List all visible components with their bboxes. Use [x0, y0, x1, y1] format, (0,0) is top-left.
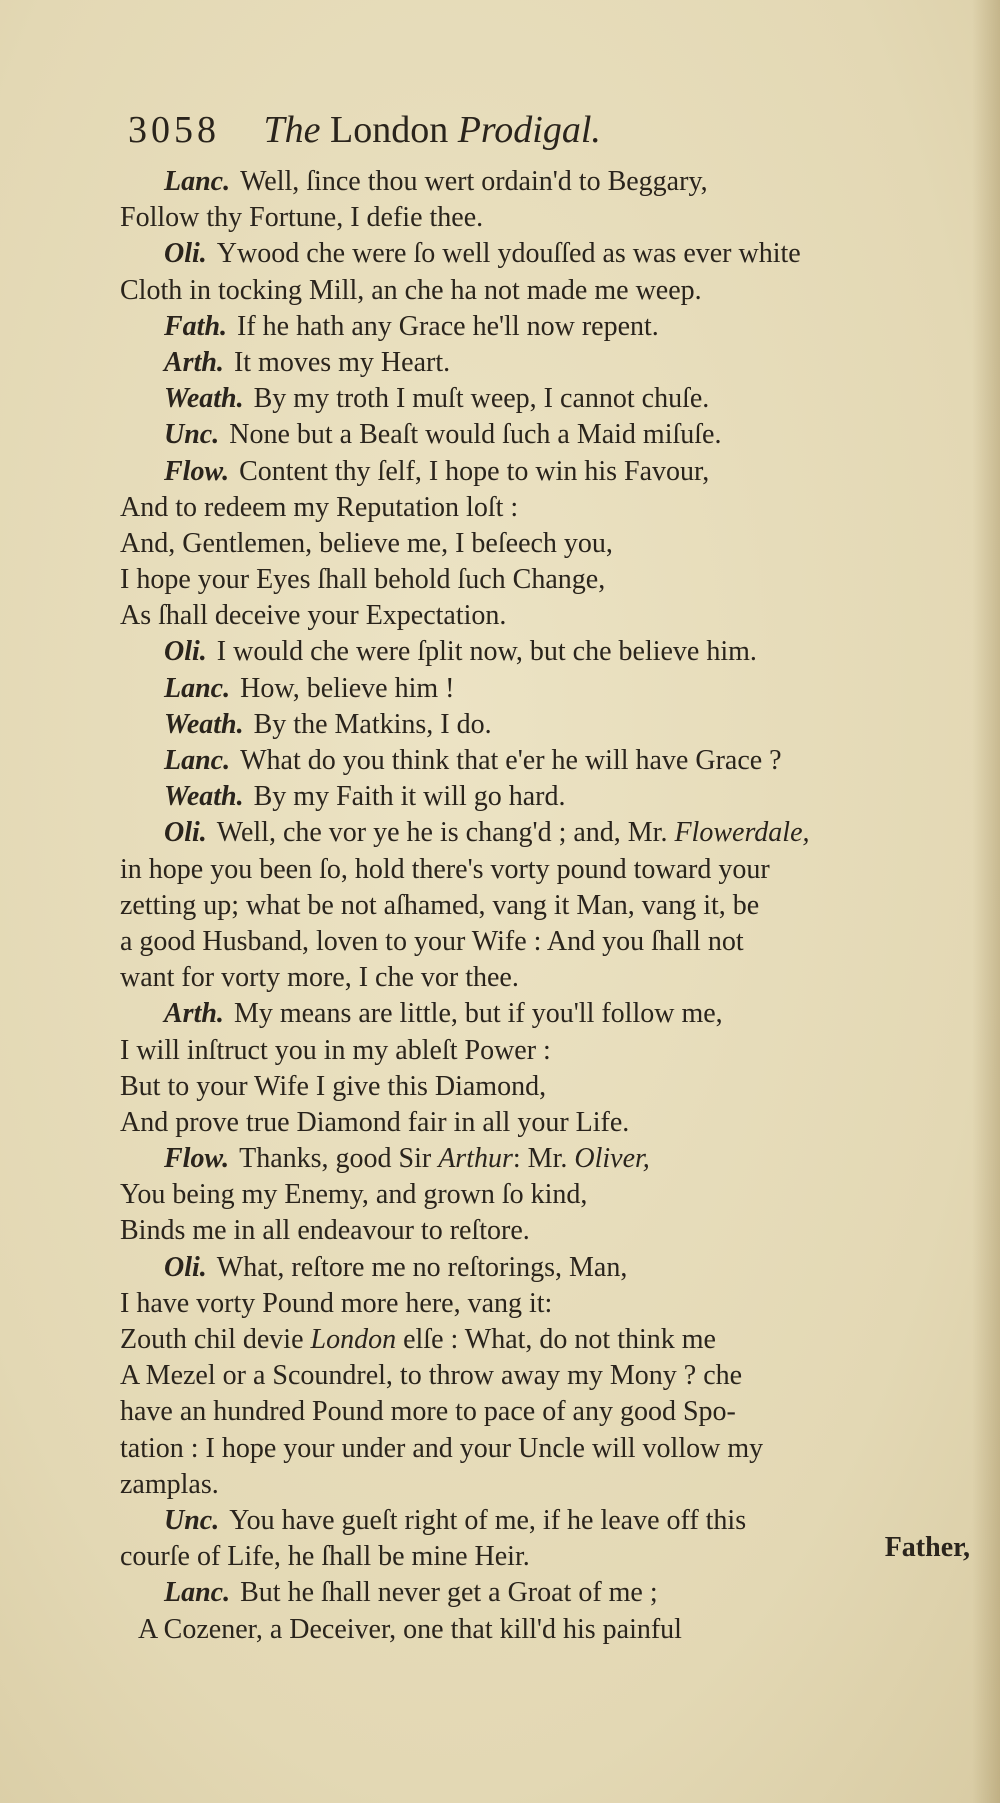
speaker-name: Arth.	[164, 346, 224, 378]
speech-text: Thanks, good Sir	[239, 1143, 432, 1175]
text-line	[120, 273, 980, 309]
text-line	[120, 562, 980, 598]
speech-text: And, Gentlemen, believe me, I beſeech you,	[120, 527, 613, 559]
text-line	[120, 381, 980, 417]
text-line	[120, 1394, 980, 1430]
speech-text: want for vorty more, I che vor thee.	[120, 962, 519, 994]
text-line	[120, 888, 980, 924]
speaker-name: Lanc.	[164, 672, 231, 704]
proper-name: Arthur	[438, 1143, 513, 1175]
speaker-name: Arth.	[164, 998, 224, 1030]
text-line	[120, 1286, 980, 1322]
speech-text: tation : I hope your under and your Uncle will vollow my	[120, 1432, 764, 1464]
speech-text: You have gueſt right of me, if he leave off this	[229, 1504, 747, 1536]
text-line	[120, 598, 980, 634]
text-line	[120, 490, 980, 526]
speech-text: Cloth in tocking Mill, an che ha not made me weep.	[120, 274, 702, 306]
text-line	[120, 309, 980, 345]
speaker-name: Weath.	[164, 708, 244, 740]
speech-text: If he hath any Grace he'll now repent.	[237, 310, 659, 342]
speaker-name: Oli.	[164, 1251, 207, 1283]
speech-text: As ſhall deceive your Expectation.	[120, 600, 507, 632]
speech-text: Ywood che were ſo well ydouſſed as was ever white	[216, 238, 801, 270]
speech-text: elſe : What, do not think me	[403, 1324, 716, 1355]
text-line	[120, 1177, 980, 1213]
speaker-name: Lanc.	[164, 166, 231, 197]
text-line	[120, 236, 980, 272]
text-line	[120, 417, 980, 453]
speech-text: in hope you been ſo, hold there's vorty pound toward your	[120, 853, 770, 885]
speech-text: I have vorty Pound more here, vang it:	[120, 1287, 553, 1319]
text-line	[120, 526, 980, 562]
speech-text: I would che were ſplit now, but che believe him.	[216, 636, 757, 668]
speaker-name: Flow.	[164, 455, 230, 487]
speaker-name: Oli.	[164, 636, 207, 668]
speech-text: Well, ſince thou wert ordain'd to Beggary,	[240, 166, 708, 197]
text-line	[120, 1250, 980, 1286]
text-line	[120, 707, 980, 743]
speech-text: zamplas.	[120, 1468, 219, 1500]
speech-text: By my troth I muſt weep, I cannot chuſe.	[253, 383, 710, 415]
speech-text: courſe of Life, he ſhall be mine Heir.	[120, 1541, 530, 1573]
title-suffix: Prodigal.	[457, 109, 601, 151]
text-line	[120, 1069, 980, 1105]
speech-text: Binds me in all endeavour to reſtore.	[120, 1215, 530, 1247]
speech-text: Zouth chil devie	[120, 1324, 304, 1355]
text-line	[120, 960, 980, 996]
text-line	[120, 815, 980, 851]
speech-text: And to redeem my Reputation loſt :	[120, 491, 519, 523]
speech-text: But he ſhall never get a Groat of me ;	[240, 1577, 658, 1609]
title-main: London	[330, 109, 449, 151]
speech-text: By the Matkins, I do.	[253, 708, 492, 740]
text-line	[120, 454, 980, 490]
speech-text: None but a Beaſt would ſuch a Maid miſuſe.	[229, 419, 722, 451]
speaker-name: Oli.	[164, 238, 207, 270]
text-line	[120, 1575, 980, 1611]
running-title	[264, 109, 601, 151]
speaker-name: Fath.	[164, 310, 228, 342]
speaker-name: Oli.	[164, 817, 207, 849]
speech-text: Well, che vor ye he is chang'd ; and, Mr.	[216, 817, 668, 849]
speaker-name: Lanc.	[164, 745, 231, 776]
speech-text: How, believe him !	[240, 672, 455, 704]
speech-text: zetting up; what be not aſhamed, vang it Man, vang it, be	[120, 889, 760, 921]
speaker-name: Weath.	[164, 781, 244, 813]
speech-text: I hope your Eyes ſhall behold ſuch Change,	[120, 564, 606, 596]
speech-text: What do you think that e'er he will have Grace ?	[240, 745, 782, 776]
play-text	[120, 164, 980, 1648]
speech-text: You being my Enemy, and grown ſo kind,	[120, 1179, 588, 1211]
text-line	[120, 1322, 980, 1358]
title-prefix: The	[263, 109, 321, 151]
text-line	[120, 924, 980, 960]
text-line	[120, 200, 980, 236]
speech-text: A Mezel or a Scoundrel, to throw away my Mony ? che	[120, 1360, 743, 1392]
text-line	[120, 1467, 980, 1503]
speech-text: And prove true Diamond fair in all your Life.	[120, 1106, 630, 1138]
text-line	[120, 743, 980, 779]
text-line	[120, 671, 980, 707]
speech-text: a good Husband, loven to your Wife : And you ſhall not	[120, 925, 744, 957]
text-line	[120, 1141, 980, 1177]
proper-name: Flowerdale,	[674, 817, 810, 849]
text-line	[120, 1033, 980, 1069]
catchword: Father,	[884, 1532, 970, 1563]
text-line	[120, 996, 980, 1032]
text-line	[120, 1105, 980, 1141]
text-line	[120, 779, 980, 815]
page-number: 3058	[128, 109, 220, 151]
text-line	[120, 345, 980, 381]
proper-name: Oliver,	[574, 1143, 650, 1175]
speech-text: have an hundred Pound more to pace of any good Spo-	[120, 1396, 736, 1428]
proper-name: London	[310, 1324, 397, 1355]
text-line	[120, 1213, 980, 1249]
speaker-name: Unc.	[164, 1504, 220, 1536]
text-line	[120, 1539, 980, 1575]
text-line	[120, 1431, 980, 1467]
speech-text: But to your Wife I give this Diamond,	[120, 1070, 547, 1102]
speaker-name: Lanc.	[164, 1577, 231, 1609]
speech-text: Follow thy Fortune, I defie thee.	[120, 202, 484, 234]
speech-text: It moves my Heart.	[233, 346, 451, 378]
text-line	[120, 1612, 980, 1648]
text-line	[120, 1503, 980, 1539]
speech-text: Content thy ſelf, I hope to win his Favour,	[239, 455, 710, 487]
text-line	[120, 634, 980, 670]
speech-text: A Cozener, a Deceiver, one that kill'd his painful	[138, 1613, 682, 1645]
running-header	[128, 100, 888, 160]
speech-text: : Mr.	[512, 1143, 568, 1175]
speech-text: I will inſtruct you in my ableſt Power :	[120, 1034, 551, 1066]
speech-text: By my Faith it will go hard.	[253, 781, 566, 813]
speech-text: What, reſtore me no reſtorings, Man,	[216, 1251, 628, 1283]
speaker-name: Unc.	[164, 419, 220, 451]
speech-text: My means are little, but if you'll follow me,	[233, 998, 723, 1030]
speaker-name: Flow.	[164, 1143, 230, 1175]
speaker-name: Weath.	[164, 383, 244, 415]
text-line	[120, 1358, 980, 1394]
text-line	[120, 164, 980, 200]
text-line	[120, 852, 970, 888]
